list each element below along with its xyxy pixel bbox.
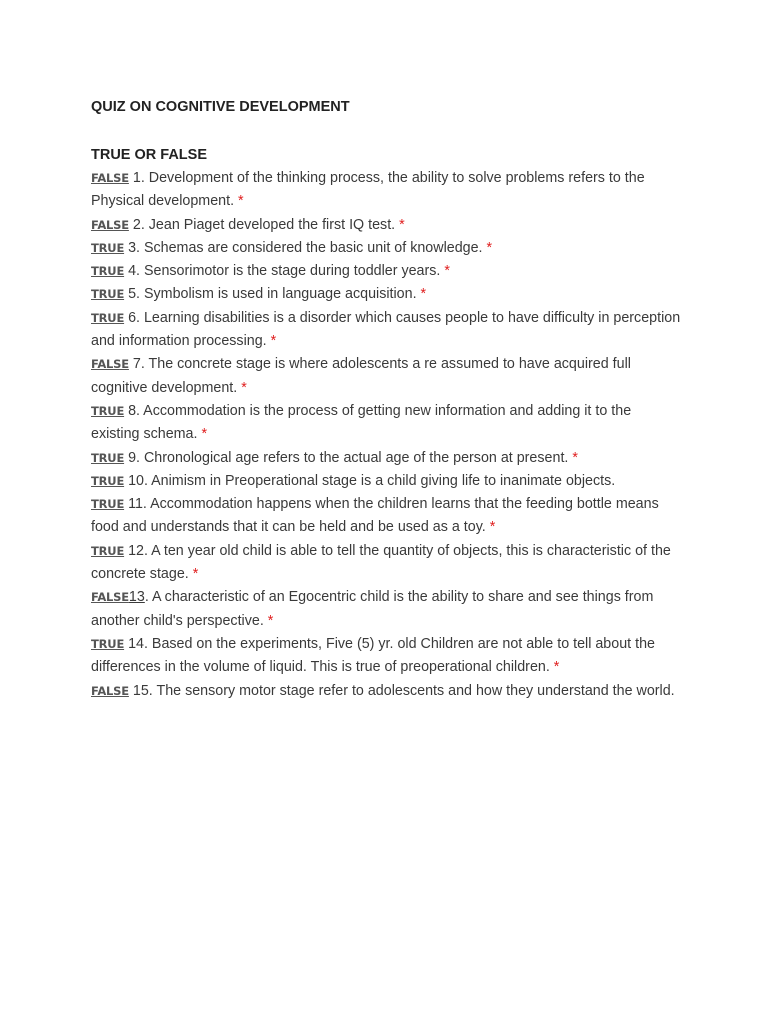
required-asterisk: * bbox=[188, 566, 199, 583]
answer-label: TRUE bbox=[91, 403, 125, 418]
required-asterisk: * bbox=[485, 519, 496, 536]
item-number: 3. bbox=[124, 239, 140, 256]
item-number: 12. bbox=[124, 542, 148, 559]
item-text: Symbolism is used in language acquisition. bbox=[140, 286, 417, 303]
quiz-item bbox=[91, 167, 681, 214]
item-text: Jean Piaget developed the first IQ test. bbox=[144, 216, 396, 233]
quiz-item bbox=[91, 283, 681, 306]
item-text: Schemas are considered the basic unit of knowledge. bbox=[140, 239, 483, 256]
item-text: The sensory motor stage refer to adolescents and how they understand the world. bbox=[152, 682, 675, 699]
required-asterisk: * bbox=[440, 263, 450, 280]
item-text: The concrete stage is where adolescents a re assumed to have acquired full cognitive development. bbox=[91, 356, 631, 396]
required-asterisk: * bbox=[549, 659, 560, 676]
answer-label: TRUE bbox=[91, 450, 125, 465]
quiz-item bbox=[91, 680, 681, 703]
answer-label: FALSE bbox=[91, 590, 129, 605]
answer-label: TRUE bbox=[91, 287, 125, 302]
item-number: 2. bbox=[128, 216, 145, 233]
quiz-title: QUIZ ON COGNITIVE DEVELOPMENT bbox=[91, 99, 350, 115]
quiz-item bbox=[91, 633, 681, 680]
quiz-item bbox=[91, 260, 681, 283]
item-number: 15. bbox=[128, 682, 153, 699]
quiz-item bbox=[91, 214, 681, 237]
item-text: Chronological age refers to the actual age of the person at present. bbox=[140, 449, 569, 466]
answer-label: TRUE bbox=[91, 497, 125, 512]
item-text: . A characteristic of an Egocentric child is the ability to share and see things from another child's perspective. bbox=[91, 589, 654, 629]
item-text: Animism in Preoperational stage is a child giving life to inanimate objects. bbox=[147, 472, 616, 489]
section-title: TRUE OR FALSE bbox=[91, 147, 208, 163]
quiz-item bbox=[91, 586, 681, 633]
required-asterisk: * bbox=[197, 426, 208, 443]
required-asterisk: * bbox=[482, 239, 493, 256]
item-number: 4. bbox=[124, 263, 140, 280]
required-asterisk: * bbox=[568, 449, 578, 466]
quiz-item bbox=[91, 237, 681, 260]
required-asterisk: * bbox=[237, 379, 247, 396]
item-number: 8. bbox=[124, 402, 140, 419]
item-text: Accommodation is the process of getting new information and adding it to the existing schema. bbox=[91, 402, 632, 443]
answer-label: FALSE bbox=[91, 357, 129, 372]
item-number: 14. bbox=[124, 635, 148, 652]
item-text: Development of the thinking process, the ability to solve problems refers to the Physical development. bbox=[91, 170, 645, 210]
quiz-item bbox=[91, 470, 681, 493]
item-number: 10. bbox=[124, 472, 148, 489]
item-number: 13 bbox=[128, 589, 145, 606]
quiz-items bbox=[91, 167, 681, 703]
quiz-item bbox=[91, 353, 681, 400]
document-page bbox=[91, 96, 681, 703]
required-asterisk: * bbox=[263, 612, 274, 629]
required-asterisk: * bbox=[416, 286, 427, 303]
answer-label: TRUE bbox=[91, 310, 125, 325]
quiz-item bbox=[91, 400, 681, 447]
required-asterisk: * bbox=[395, 216, 405, 233]
item-number: 7. bbox=[128, 356, 145, 373]
quiz-item bbox=[91, 493, 681, 540]
answer-label: TRUE bbox=[91, 636, 125, 651]
answer-label: FALSE bbox=[91, 217, 129, 232]
quiz-item bbox=[91, 447, 681, 470]
quiz-item bbox=[91, 540, 681, 587]
item-text: Based on the experiments, Five (5) yr. old Children are not able to tell about the differences in the volume of liquid. This is true of preoperational children. bbox=[91, 635, 655, 676]
item-number: 1. bbox=[128, 170, 145, 186]
item-number: 11. bbox=[124, 496, 147, 513]
answer-label: TRUE bbox=[91, 240, 125, 255]
item-text: Sensorimotor is the stage during toddler years. bbox=[140, 263, 441, 280]
item-text: Learning disabilities is a disorder which causes people to have difficulty in perception and information processing. bbox=[91, 309, 681, 350]
answer-label: TRUE bbox=[91, 264, 125, 279]
answer-label: TRUE bbox=[91, 473, 125, 488]
required-asterisk: * bbox=[234, 193, 244, 210]
quiz-item bbox=[91, 307, 681, 354]
item-number: 6. bbox=[124, 309, 140, 326]
answer-label: FALSE bbox=[91, 171, 129, 185]
answer-label: TRUE bbox=[91, 543, 125, 558]
answer-label: FALSE bbox=[91, 683, 129, 698]
item-number: 5. bbox=[124, 286, 140, 303]
required-asterisk: * bbox=[266, 333, 277, 350]
item-text: A ten year old child is able to tell the quantity of objects, this is characteristic of the concrete stage. bbox=[91, 542, 671, 583]
item-text: Accommodation happens when the children learns that the feeding bottle means food and understands that it can be held and be used as a toy. bbox=[91, 496, 659, 536]
item-number: 9. bbox=[124, 449, 140, 466]
